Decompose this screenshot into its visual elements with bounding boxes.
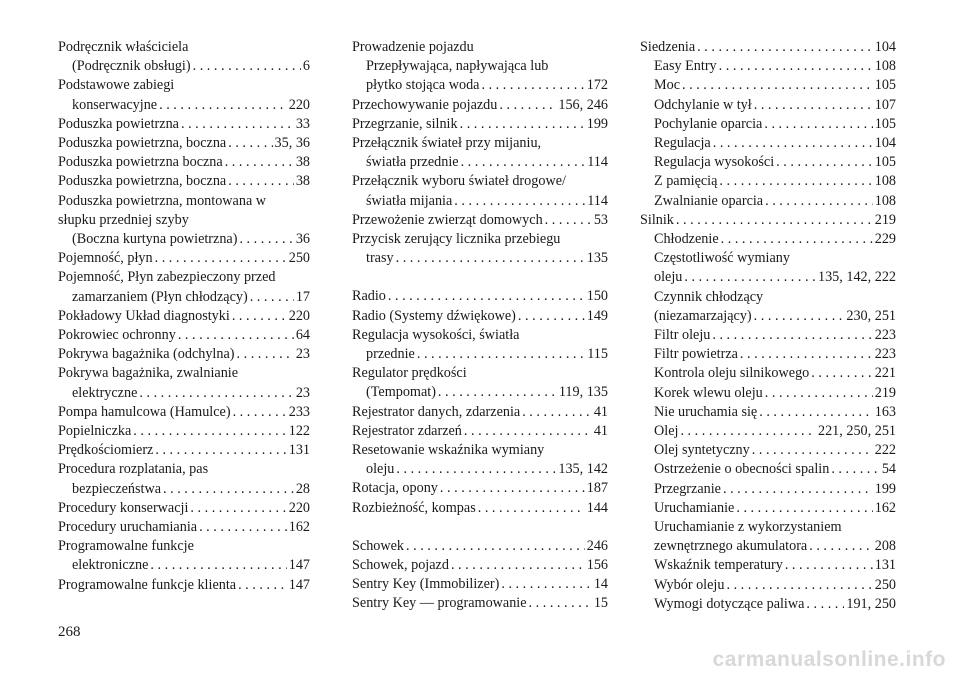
watermark: carmanualsonline.info <box>712 648 946 671</box>
index-entry <box>352 364 608 402</box>
dot-leader <box>754 96 873 115</box>
index-subentry <box>640 115 896 134</box>
dot-leader <box>133 422 286 441</box>
index-entry <box>58 249 310 268</box>
index-entry <box>352 230 608 268</box>
entry-text: (niezamarzający) <box>654 307 752 324</box>
entry-text: Rejestrator danych, zdarzenia <box>352 403 521 420</box>
index-entry <box>352 594 608 613</box>
entry-heading-line: Podstawowe zabiegi <box>58 77 175 94</box>
dot-leader <box>396 249 585 268</box>
entry-text: Pojemność, płyn <box>58 250 153 267</box>
dot-leader <box>193 57 301 76</box>
entry-page-ref: 221 <box>874 365 896 382</box>
dot-leader <box>233 403 287 422</box>
entry-page-ref: 35, 36 <box>274 135 310 152</box>
entry-page-ref: 250 <box>874 576 896 593</box>
entry-text: Programowalne funkcje klienta <box>58 576 237 593</box>
dot-leader <box>417 345 585 364</box>
dot-leader <box>811 364 872 383</box>
entry-page-ref: 220 <box>288 96 310 113</box>
entry-page-ref: 36 <box>295 231 310 248</box>
index-subentry <box>640 595 896 614</box>
dot-leader <box>501 575 591 594</box>
entry-text: Kontrola oleju silnikowego <box>654 365 810 382</box>
entry-page-ref: 53 <box>593 211 608 228</box>
entry-page-ref: 187 <box>586 480 608 497</box>
entry-text: Rozbieżność, kompas <box>352 499 476 516</box>
entry-page-ref: 149 <box>586 307 608 324</box>
entry-text: Silnik <box>640 211 674 228</box>
entry-text: zamarzaniem (Płyn chłodzący) <box>72 288 248 305</box>
index-entry <box>58 518 310 537</box>
entry-page-ref: 23 <box>295 346 310 363</box>
entry-heading-line: Przycisk zerujący licznika przebiegu <box>352 231 561 248</box>
page-number: 268 <box>58 624 81 640</box>
entry-text: Schowek <box>352 537 405 554</box>
entry-heading-line: Przełącznik świateł przy mijaniu, <box>352 135 542 152</box>
index-entry <box>352 575 608 594</box>
index-entry <box>58 460 310 498</box>
entry-text: Schowek, pojazd <box>352 557 449 574</box>
index-entry <box>352 115 608 134</box>
entry-page-ref: 64 <box>295 327 310 344</box>
entry-page-ref: 229 <box>874 231 896 248</box>
entry-page-ref: 220 <box>288 307 310 324</box>
entry-text: Wymogi dotyczące paliwa <box>654 595 805 612</box>
entry-text: bezpieczeństwa <box>72 480 162 497</box>
entry-text: Poduszka powietrzna <box>58 115 179 132</box>
index-subentry <box>640 153 896 172</box>
entry-text: Moc <box>654 77 681 94</box>
entry-page-ref: 107 <box>874 96 896 113</box>
dot-leader <box>765 384 873 403</box>
dot-leader <box>481 76 584 95</box>
index-entry <box>58 172 310 191</box>
index-gap <box>352 268 608 287</box>
index-subentry <box>640 192 896 211</box>
index-entry <box>58 326 310 345</box>
entry-text: (Podręcznik obsługi) <box>72 58 191 75</box>
entry-text: Zwalnianie oparcia <box>654 192 764 209</box>
entry-page-ref: 246 <box>586 537 608 554</box>
entry-heading-line: Resetowanie wskaźnika wymiany <box>352 442 545 459</box>
entry-text: Sentry Key (Immobilizer) <box>352 576 500 593</box>
dot-leader <box>225 153 294 172</box>
entry-page-ref: 114 <box>587 192 608 209</box>
entry-text: Olej syntetyczny <box>654 442 750 459</box>
dot-leader <box>529 594 592 613</box>
entry-heading-line: Regulacja wysokości, światła <box>352 326 520 343</box>
entry-text: Olej <box>654 423 679 440</box>
entry-heading-line: Regulator prędkości <box>352 365 467 382</box>
index-entry <box>58 364 310 402</box>
index-entry <box>58 115 310 134</box>
dot-leader <box>190 499 286 518</box>
entry-heading-line: Przepływająca, napływająca lub <box>366 58 549 75</box>
dot-leader <box>239 230 293 249</box>
entry-text: Pochylanie oparcia <box>654 115 763 132</box>
dot-leader <box>712 326 872 345</box>
dot-leader <box>396 460 556 479</box>
dot-leader <box>721 230 873 249</box>
index-entry <box>58 576 310 595</box>
index-subentry <box>640 326 896 345</box>
entry-heading-line: Przełącznik wyboru świateł drogowe/ <box>352 173 566 190</box>
entry-heading-line: Czynnik chłodzący <box>654 288 764 305</box>
index-subentry <box>640 384 896 403</box>
entry-page-ref: 41 <box>593 403 608 420</box>
index-subentry <box>640 76 896 95</box>
entry-page-ref: 23 <box>295 384 310 401</box>
index-entry <box>352 307 608 326</box>
dot-leader <box>232 307 287 326</box>
entry-heading-line: Pokrywa bagażnika, zwalnianie <box>58 365 239 382</box>
entry-text: Nie uruchamia się <box>654 403 758 420</box>
index-subentry <box>640 518 896 556</box>
index-entry <box>58 268 310 306</box>
index-entry <box>352 537 608 556</box>
entry-text: Radio (Systemy dźwiękowe) <box>352 307 516 324</box>
entry-page-ref: 135, 142, 222 <box>817 269 896 286</box>
index-entry <box>58 499 310 518</box>
entry-heading-line: Prowadzenie pojazdu <box>352 39 474 55</box>
dot-leader <box>713 134 873 153</box>
entry-page-ref: 233 <box>288 403 310 420</box>
index-entry <box>352 499 608 518</box>
entry-page-ref: 156, 246 <box>558 96 608 113</box>
entry-text: Siedzenia <box>640 39 696 55</box>
dot-leader <box>178 326 294 345</box>
dot-leader <box>440 479 585 498</box>
index-column-3 <box>640 38 896 614</box>
entry-text: Regulacja wysokości <box>654 154 775 171</box>
dot-leader <box>499 96 556 115</box>
index-column-1 <box>58 38 310 595</box>
dot-leader <box>809 537 872 556</box>
entry-page-ref: 147 <box>288 576 310 593</box>
entry-text: Przewożenie zwierząt domowych <box>352 211 543 228</box>
dot-leader <box>806 595 844 614</box>
entry-page-ref: 17 <box>295 288 310 305</box>
entry-page-ref: 54 <box>881 461 896 478</box>
entry-page-ref: 28 <box>295 480 310 497</box>
entry-page-ref: 219 <box>874 211 896 228</box>
index-subentry <box>640 403 896 422</box>
index-entry <box>58 38 310 76</box>
entry-page-ref: 115 <box>587 346 608 363</box>
index-entry <box>58 192 310 250</box>
index-entry <box>58 153 310 172</box>
index-subentry <box>640 422 896 441</box>
entry-text: Przegrzanie <box>654 480 721 497</box>
entry-page-ref: 221, 250, 251 <box>817 423 896 440</box>
entry-text: konserwacyjne <box>72 96 158 113</box>
index-subentry <box>640 499 896 518</box>
entry-text: Pokrowiec ochronny <box>58 327 176 344</box>
entry-page-ref: 250 <box>288 250 310 267</box>
entry-page-ref: 223 <box>874 327 896 344</box>
index-subentry <box>640 556 896 575</box>
entry-text: elektroniczne <box>72 557 149 574</box>
entry-page-ref: 144 <box>586 499 608 516</box>
dot-leader <box>676 211 873 230</box>
entry-text: światła mijania <box>366 192 453 209</box>
entry-page-ref: 105 <box>874 77 896 94</box>
entry-text: elektryczne <box>72 384 138 401</box>
index-entry <box>352 479 608 498</box>
index-subentry <box>640 134 896 153</box>
entry-text: przednie <box>366 346 415 363</box>
entry-text: zewnętrznego akumulatora <box>654 538 808 555</box>
entry-page-ref: 172 <box>586 77 608 94</box>
index-column-2 <box>352 38 608 614</box>
dot-leader <box>831 460 880 479</box>
entry-text: Odchylanie w tył <box>654 96 752 113</box>
entry-page-ref: 135 <box>586 250 608 267</box>
entry-text: Z pamięcią <box>654 173 718 190</box>
dot-leader <box>199 518 287 537</box>
dot-leader <box>250 288 294 307</box>
entry-page-ref: 131 <box>874 557 896 574</box>
index-subentry <box>640 57 896 76</box>
entry-text: Filtr powietrza <box>654 346 738 363</box>
entry-page-ref: 191, 250 <box>846 595 896 612</box>
entry-text: Prędkościomierz <box>58 442 154 459</box>
entry-text: oleju <box>654 269 683 286</box>
dot-leader <box>139 384 293 403</box>
entry-text: Uruchamianie <box>654 499 735 516</box>
entry-page-ref: 6 <box>302 58 310 75</box>
dot-leader <box>159 96 287 115</box>
entry-text: Regulacja <box>654 135 711 152</box>
index-entry <box>352 441 608 479</box>
entry-page-ref: 147 <box>288 557 310 574</box>
dot-leader <box>461 153 586 172</box>
index-subentry <box>640 345 896 364</box>
dot-leader <box>237 345 294 364</box>
entry-text: Poduszka powietrzna, boczna <box>58 135 227 152</box>
index-subentry <box>640 364 896 383</box>
entry-text: Przegrzanie, silnik <box>352 115 458 132</box>
dot-leader <box>726 576 872 595</box>
dot-leader <box>764 115 872 134</box>
entry-text: Procedury konserwacji <box>58 499 189 516</box>
entry-page-ref: 199 <box>874 480 896 497</box>
dot-leader <box>680 422 816 441</box>
entry-heading-line: słupku przedniej szyby <box>58 211 189 228</box>
entry-text: Ostrzeżenie o obecności spalin <box>654 461 830 478</box>
entry-page-ref: 223 <box>874 346 896 363</box>
dot-leader <box>155 249 287 268</box>
index-entry <box>58 403 310 422</box>
dot-leader <box>478 499 585 518</box>
entry-text: (Tempomat) <box>366 384 436 401</box>
entry-text: płytko stojąca woda <box>366 77 480 94</box>
entry-page-ref: 108 <box>874 173 896 190</box>
entry-page-ref: 219 <box>874 384 896 401</box>
dot-leader <box>460 115 585 134</box>
entry-text: Poduszka powietrzna, boczna <box>58 173 227 190</box>
index-entry <box>352 422 608 441</box>
entry-page-ref: 162 <box>874 499 896 516</box>
entry-page-ref: 220 <box>288 499 310 516</box>
dot-leader <box>388 287 585 306</box>
dot-leader <box>697 38 873 57</box>
dot-leader <box>438 383 557 402</box>
index-entry <box>58 134 310 153</box>
index-subentry <box>640 480 896 499</box>
entry-text: Wskaźnik temperatury <box>654 557 783 574</box>
dot-leader <box>682 76 873 95</box>
entry-text: Easy Entry <box>654 58 717 75</box>
dot-leader <box>785 556 873 575</box>
index-entry <box>352 326 608 364</box>
entry-text: Pokrywa bagażnika (odchylna) <box>58 346 235 363</box>
index-entry <box>352 96 608 115</box>
entry-text: Przechowywanie pojazdu <box>352 96 498 113</box>
dot-leader <box>228 134 272 153</box>
index-entry <box>640 211 896 230</box>
dot-leader <box>150 556 286 575</box>
index-entry <box>58 441 310 460</box>
entry-text: Pokładowy Układ diagnostyki <box>58 307 230 324</box>
dot-leader <box>684 268 816 287</box>
dot-leader <box>723 480 873 499</box>
entry-page-ref: 131 <box>288 442 310 459</box>
entry-page-ref: 199 <box>586 115 608 132</box>
dot-leader <box>759 403 873 422</box>
entry-text: Procedury uruchamiania <box>58 519 198 536</box>
index-entry <box>58 537 310 575</box>
index-entry <box>352 172 608 210</box>
dot-leader <box>765 192 873 211</box>
index-entry <box>58 345 310 364</box>
entry-page-ref: 38 <box>295 154 310 171</box>
dot-leader <box>522 403 592 422</box>
dot-leader <box>181 115 294 134</box>
entry-page-ref: 114 <box>587 154 608 171</box>
index-subentry <box>640 96 896 115</box>
entry-page-ref: 14 <box>593 576 608 593</box>
index-entry <box>352 287 608 306</box>
entry-page-ref: 156 <box>586 557 608 574</box>
entry-page-ref: 150 <box>586 288 608 305</box>
index-gap <box>352 518 608 537</box>
dot-leader <box>451 556 585 575</box>
dot-leader <box>719 172 872 191</box>
entry-text: Wybór oleju <box>654 576 725 593</box>
entry-heading-line: Pojemność, Płyn zabezpieczony przed <box>58 269 276 286</box>
entry-page-ref: 163 <box>874 403 896 420</box>
entry-page-ref: 104 <box>874 135 896 152</box>
index-subentry <box>640 288 896 326</box>
index-entry <box>58 422 310 441</box>
entry-page-ref: 108 <box>874 58 896 75</box>
dot-leader <box>754 307 845 326</box>
dot-leader <box>518 307 585 326</box>
dot-leader <box>740 345 873 364</box>
entry-page-ref: 162 <box>288 519 310 536</box>
entry-heading-line: Uruchamianie z wykorzystaniem <box>654 519 842 536</box>
entry-page-ref: 105 <box>874 154 896 171</box>
index-entry <box>352 38 608 96</box>
dot-leader <box>736 499 872 518</box>
entry-page-ref: 15 <box>593 595 608 612</box>
entry-page-ref: 135, 142 <box>558 461 608 478</box>
dot-leader <box>238 576 287 595</box>
index-subentry <box>640 460 896 479</box>
dot-leader <box>228 172 294 191</box>
dot-leader <box>406 537 585 556</box>
entry-text: Filtr oleju <box>654 327 711 344</box>
index-entry <box>640 38 896 57</box>
dot-leader <box>545 211 592 230</box>
index-entry <box>352 403 608 422</box>
entry-text: oleju <box>366 461 395 478</box>
index-subentry <box>640 576 896 595</box>
dot-leader <box>464 422 592 441</box>
entry-text: Sentry Key — programowanie <box>352 595 527 612</box>
index-entry <box>58 307 310 326</box>
dot-leader <box>163 480 294 499</box>
entry-page-ref: 104 <box>874 39 896 55</box>
entry-heading-line: Procedura rozplatania, pas <box>58 461 209 478</box>
index-subentry <box>640 441 896 460</box>
dot-leader <box>719 57 873 76</box>
index-subentry <box>640 230 896 249</box>
entry-heading-line: Częstotliwość wymiany <box>654 250 790 267</box>
index-entry <box>352 211 608 230</box>
dot-leader <box>776 153 873 172</box>
entry-text: Popielniczka <box>58 423 132 440</box>
entry-text: Rejestrator zdarzeń <box>352 422 462 439</box>
entry-text: światła przednie <box>366 154 459 171</box>
entry-page-ref: 38 <box>295 173 310 190</box>
index-entry <box>58 76 310 114</box>
entry-text: Radio <box>352 288 386 305</box>
dot-leader <box>155 441 286 460</box>
index-subentry <box>640 172 896 191</box>
entry-text: Pompa hamulcowa (Hamulce) <box>58 403 231 420</box>
entry-text: (Boczna kurtyna powietrzna) <box>72 231 238 248</box>
entry-page-ref: 208 <box>874 538 896 555</box>
index-subentry <box>640 249 896 287</box>
entry-page-ref: 222 <box>874 442 896 459</box>
index-entry <box>352 556 608 575</box>
entry-heading-line: Programowalne funkcje <box>58 538 194 555</box>
entry-heading-line: Poduszka powietrzna, montowana w <box>58 192 267 209</box>
entry-page-ref: 41 <box>593 422 608 439</box>
entry-text: trasy <box>366 250 394 267</box>
index-entry <box>352 134 608 172</box>
entry-page-ref: 119, 135 <box>558 384 608 401</box>
entry-heading-line: Podręcznik właściciela <box>58 39 189 55</box>
entry-page-ref: 33 <box>295 115 310 132</box>
dot-leader <box>752 441 873 460</box>
entry-page-ref: 122 <box>288 423 310 440</box>
entry-text: Chłodzenie <box>654 231 719 248</box>
entry-page-ref: 108 <box>874 192 896 209</box>
entry-page-ref: 230, 251 <box>846 307 896 324</box>
entry-page-ref: 105 <box>874 115 896 132</box>
entry-text: Rotacja, opony <box>352 480 438 497</box>
entry-text: Poduszka powietrzna boczna <box>58 154 223 171</box>
entry-text: Korek wlewu oleju <box>654 384 763 401</box>
dot-leader <box>454 192 585 211</box>
